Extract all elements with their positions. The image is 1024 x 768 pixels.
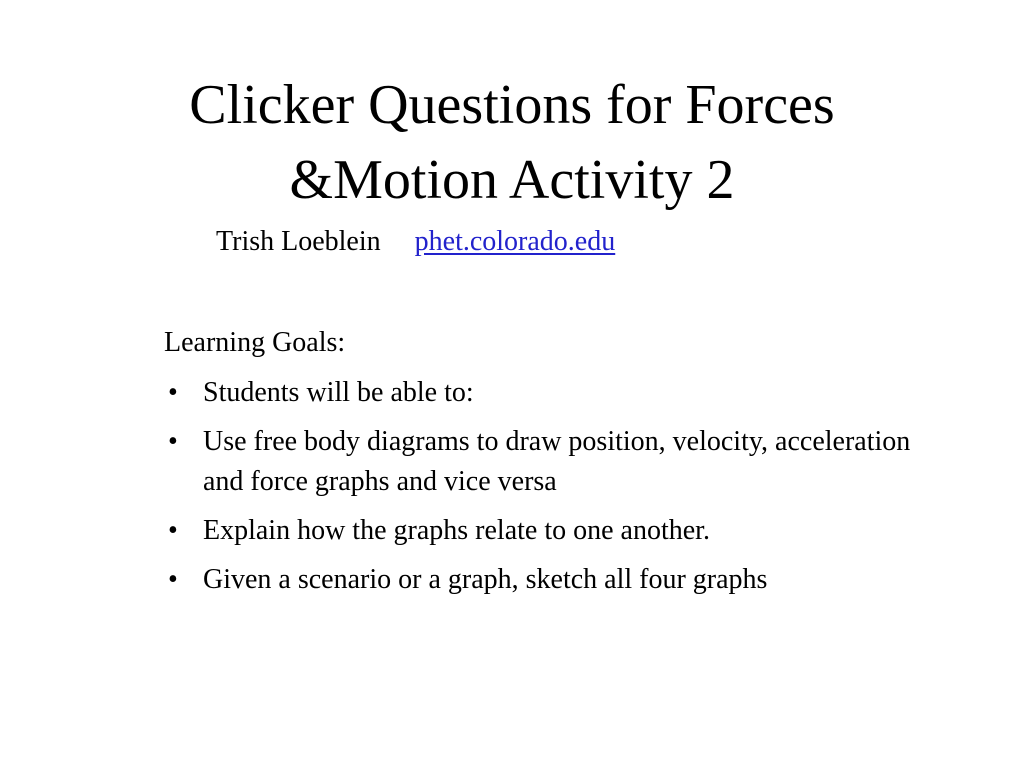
goal-item xyxy=(164,373,924,413)
learning-goals-heading: Learning Goals: xyxy=(164,327,346,358)
title-line-1: Clicker Questions for Forces xyxy=(189,74,835,136)
goal-item xyxy=(164,511,924,551)
goal-text: Explain how the graphs relate to one another. xyxy=(203,515,710,546)
bullet-icon: • xyxy=(168,564,178,595)
slide-title xyxy=(0,68,1024,218)
byline xyxy=(216,224,615,260)
learning-goals-section xyxy=(164,325,924,609)
bullet-icon: • xyxy=(168,515,178,546)
goal-text: Given a scenario or a graph, sketch all four graphs xyxy=(203,564,768,595)
bullet-icon: • xyxy=(168,426,178,457)
goal-item xyxy=(164,422,924,502)
goal-text: Students will be able to: xyxy=(203,377,474,408)
goal-text: Use free body diagrams to draw position, velocity, acceleration and force graphs and vice versa xyxy=(203,426,911,497)
bullet-icon: • xyxy=(168,377,178,408)
author-name: Trish Loeblein xyxy=(216,226,381,257)
goal-item xyxy=(164,560,924,600)
title-line-2: &Motion Activity 2 xyxy=(289,149,735,211)
phet-link[interactable]: phet.colorado.edu xyxy=(414,226,616,257)
learning-goals-list xyxy=(164,373,924,600)
